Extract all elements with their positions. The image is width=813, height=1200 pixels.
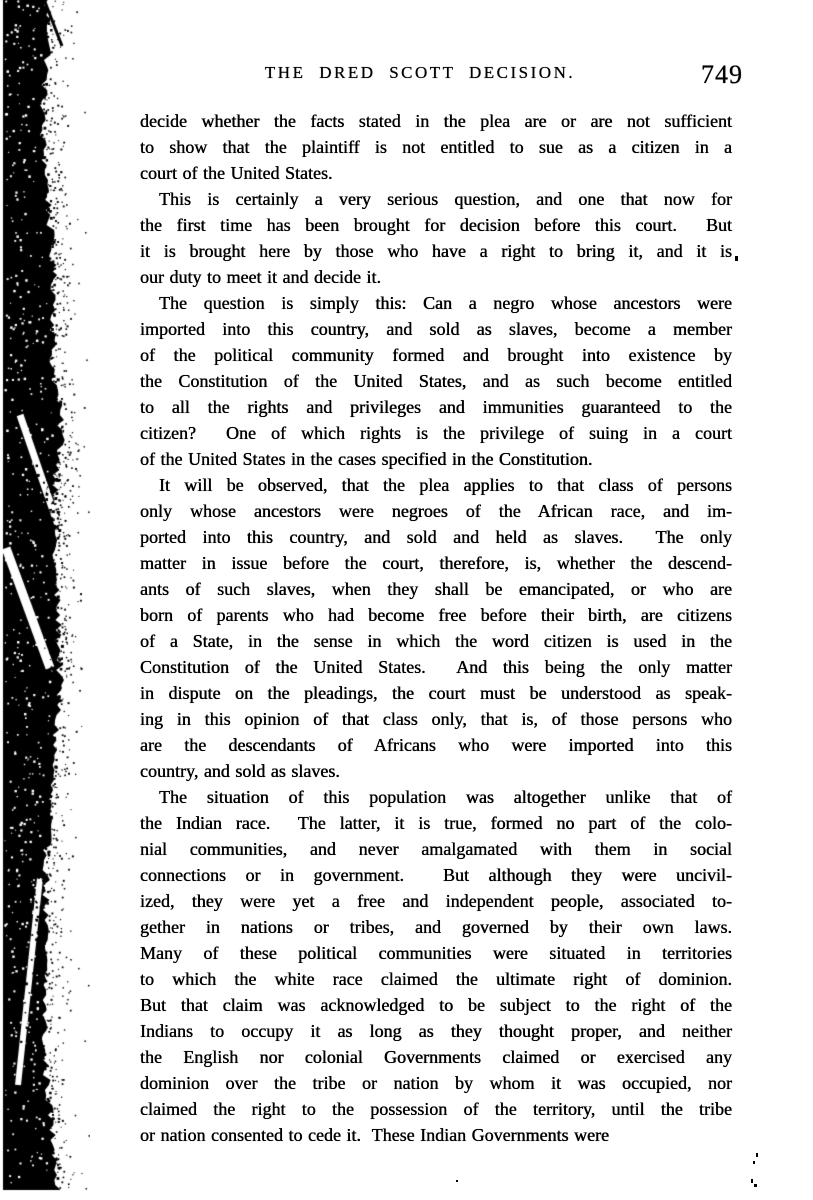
text-line: our duty to meet it and decide it. xyxy=(140,267,381,287)
text-line: the first time has been brought for decision before this court. But xyxy=(140,215,732,235)
text-line: ing in this opinion of that class only, that is, of those persons who xyxy=(140,709,732,729)
ink-speck xyxy=(456,1180,458,1182)
text-line: of the United States in the cases specified in the Constitution. xyxy=(140,449,593,469)
text-line: it is brought here by those who have a right to bring it, and it is xyxy=(140,241,732,261)
text-line: ized, they were yet a free and independent people, associated to- xyxy=(140,891,732,911)
text-line: of a State, in the sense in which the word citizen is used in the xyxy=(140,631,732,651)
text-line: to which the white race claimed the ultimate right of dominion. xyxy=(140,969,732,989)
text-line: country, and sold as slaves. xyxy=(140,761,340,781)
text-line: The situation of this population was altogether unlike that of xyxy=(159,787,732,807)
text-line: the Constitution of the United States, and as such become entitled xyxy=(140,371,732,391)
text-line: only whose ancestors were negroes of the African race, and im- xyxy=(140,501,732,521)
text-line: It will be observed, that the plea applies to that class of persons xyxy=(159,475,732,495)
ink-speck xyxy=(756,1153,758,1157)
text-line: court of the United States. xyxy=(140,163,333,183)
page-number: 749 xyxy=(701,60,743,89)
text-line: ants of such slaves, when they shall be emancipated, or who are xyxy=(140,579,732,599)
ink-speck xyxy=(753,1161,755,1164)
text-line: matter in issue before the court, therefore, is, whether the descend- xyxy=(140,553,732,573)
text-line: nial communities, and never amalgamated with them in social xyxy=(140,839,732,859)
text-line: to all the rights and privileges and immunities guaranteed to the xyxy=(140,397,732,417)
running-header-title: THE DRED SCOTT DECISION. xyxy=(264,63,576,82)
text-line: born of parents who had become free before their birth, are citizens xyxy=(140,605,732,625)
text-line: citizen? One of which rights is the privilege of suing in a court xyxy=(140,423,732,443)
text-line: the Indian race. The latter, it is true, formed no part of the colo- xyxy=(140,813,732,833)
text-line: in dispute on the pleadings, the court must be understood as speak- xyxy=(140,683,732,703)
text-line: to show that the plaintiff is not entitled to sue as a citizen in a xyxy=(140,137,732,157)
text-line: are the descendants of Africans who were imported into this xyxy=(140,735,732,755)
text-line: dominion over the tribe or nation by whom it was occupied, nor xyxy=(140,1073,732,1093)
text-line: imported into this country, and sold as slaves, become a member xyxy=(140,319,732,339)
text-line: connections or in government. But although they were uncivil- xyxy=(140,865,732,885)
text-line: This is certainly a very serious question, and one that now for xyxy=(159,189,732,209)
text-line: The question is simply this: Can a negro whose ancestors were xyxy=(159,293,732,313)
scan-gutter-artifact xyxy=(0,0,90,1200)
ink-speck xyxy=(751,1179,753,1183)
text-line: decide whether the facts stated in the plea are or are not sufficient xyxy=(140,111,732,131)
text-line: the English nor colonial Governments claimed or exercised any xyxy=(140,1047,732,1067)
text-line: Constitution of the United States. And this being the only matter xyxy=(140,657,732,677)
text-line: or nation consented to cede it. These Indian Governments were xyxy=(140,1125,610,1145)
text-line: gether in nations or tribes, and governed by their own laws. xyxy=(140,917,732,937)
text-line: of the political community formed and brought into existence by xyxy=(140,345,732,365)
text-line: ported into this country, and sold and held as slaves. The only xyxy=(140,527,732,547)
text-line: But that claim was acknowledged to be subject to the right of the xyxy=(140,995,732,1015)
text-line: Indians to occupy it as long as they thought proper, and neither xyxy=(140,1021,732,1041)
ink-speck xyxy=(735,256,738,261)
body-text-block xyxy=(140,108,732,1148)
ink-speck xyxy=(754,1184,757,1187)
text-line: claimed the right to the possession of the territory, until the tribe xyxy=(140,1099,732,1119)
text-line: Many of these political communities were situated in territories xyxy=(140,943,732,963)
